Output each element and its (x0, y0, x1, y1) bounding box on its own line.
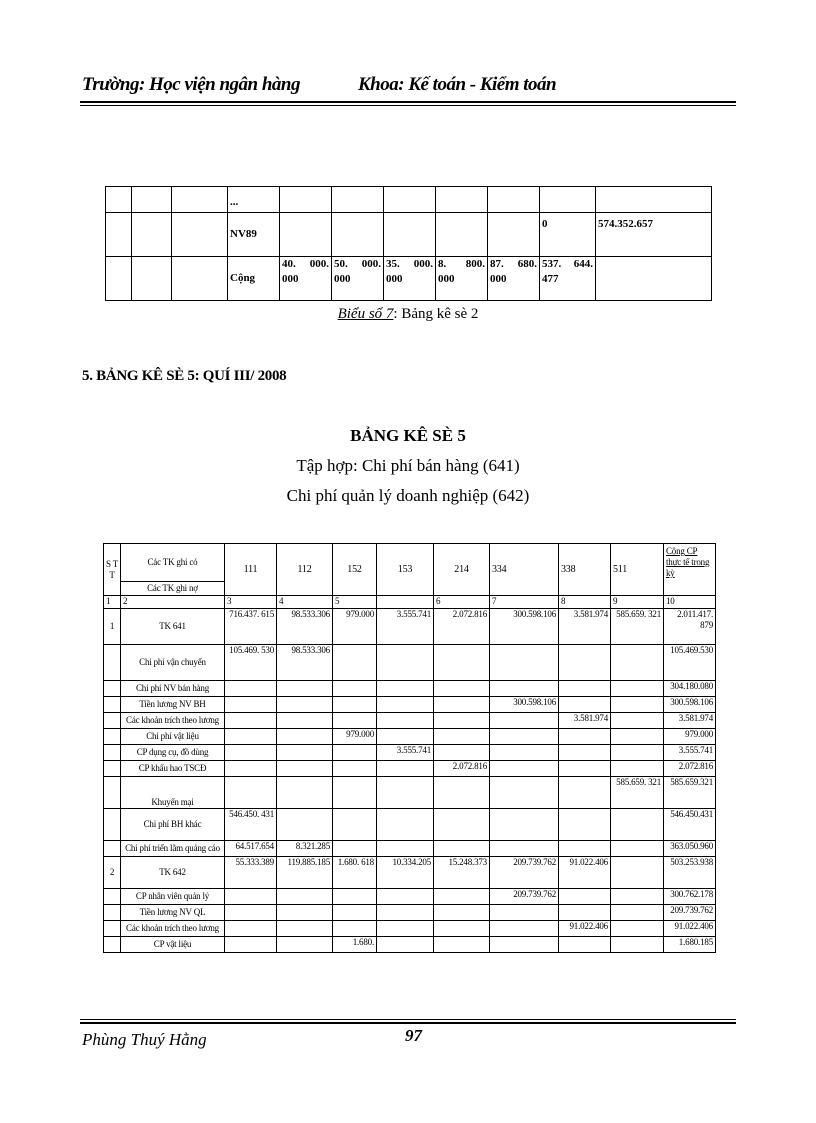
row-value (333, 921, 377, 937)
row-value (277, 905, 333, 921)
row-value (377, 809, 434, 841)
row-value (490, 905, 559, 921)
row-value: 98.533.306 (277, 609, 333, 645)
row-stt (104, 729, 121, 745)
row-value (434, 921, 490, 937)
row-value: 300.598.106 (490, 697, 559, 713)
table-index-row (104, 596, 716, 609)
table-cell: 574.352.657 (596, 213, 712, 257)
footer-rule (80, 1022, 736, 1024)
row-name: Chi phí NV bán hàng (121, 681, 225, 697)
row-value (225, 777, 277, 809)
table-cell (106, 187, 132, 213)
caption-bieu-so-7 (0, 306, 816, 323)
footer-rule-thin (80, 1019, 736, 1020)
row-value: 2.072.816 (434, 609, 490, 645)
row-name: CP vật liệu (121, 937, 225, 953)
row-value (559, 681, 611, 697)
row-value (434, 729, 490, 745)
row-value (277, 729, 333, 745)
row-value (434, 645, 490, 681)
row-value (277, 697, 333, 713)
page-number: 97 (405, 1026, 422, 1045)
row-value: 979.000 (333, 729, 377, 745)
header-col-111: 111 (225, 544, 277, 596)
row-value (333, 697, 377, 713)
table-cell (106, 213, 132, 257)
row-value (377, 905, 434, 921)
row-value (277, 761, 333, 777)
row-stt (104, 841, 121, 857)
table-row (104, 905, 716, 921)
table-row (104, 921, 716, 937)
row-value (611, 713, 664, 729)
row-value (225, 889, 277, 905)
row-value (490, 681, 559, 697)
row-value: 91.022.406 (559, 921, 611, 937)
row-value (225, 697, 277, 713)
header-rule-thin (80, 105, 736, 106)
row-value (434, 681, 490, 697)
row-value: 716.437. 615 (225, 609, 277, 645)
header-faculty: Khoa: Kế toán - Kiểm toán (358, 74, 557, 95)
row-value (611, 937, 664, 953)
table-row (104, 841, 716, 857)
table-row (104, 609, 716, 645)
row-value (333, 681, 377, 697)
row-value (611, 745, 664, 761)
row-total: 300.762.178 (664, 889, 716, 905)
row-value (559, 745, 611, 761)
row-value (377, 937, 434, 953)
index-cell: 7 (490, 596, 559, 609)
row-value (559, 729, 611, 745)
row-value: 91.022.406 (559, 857, 611, 889)
row-stt (104, 905, 121, 921)
row-name: CP nhân viên quản lý (121, 889, 225, 905)
table-bang-ke-2 (105, 186, 712, 301)
table-row (104, 889, 716, 905)
row-stt (104, 645, 121, 681)
index-cell: 2 (121, 596, 225, 609)
row-stt (104, 681, 121, 697)
row-value: 3.555.741 (377, 745, 434, 761)
row-stt (104, 761, 121, 777)
table-cell (436, 187, 488, 213)
table-cell: 537. 644. 477 (540, 257, 596, 301)
section-heading: 5. BẢNG KÊ SÈ 5: QUÍ III/ 2008 (82, 368, 287, 384)
table-cell (332, 213, 384, 257)
row-value: 64.517.654 (225, 841, 277, 857)
table-bang-ke-5 (103, 543, 716, 953)
row-value: 300.598.106 (490, 609, 559, 645)
row-value (611, 921, 664, 937)
table-cell (488, 213, 540, 257)
row-name: Chi phí vận chuyển (121, 645, 225, 681)
row-value: 585.659. 321 (611, 609, 664, 645)
table-cell (436, 213, 488, 257)
row-value (559, 905, 611, 921)
row-total: 2.072.816 (664, 761, 716, 777)
row-total: 304.180.080 (664, 681, 716, 697)
index-cell: 8 (559, 596, 611, 609)
row-name: TK 642 (121, 857, 225, 889)
table-row (104, 645, 716, 681)
row-name: Tiền lương NV QL (121, 905, 225, 921)
header-col-338: 338 (559, 544, 611, 596)
row-value: 2.072.816 (434, 761, 490, 777)
table-cell (172, 257, 228, 301)
table-cell (488, 187, 540, 213)
row-value (559, 937, 611, 953)
row-value (377, 645, 434, 681)
row-value (225, 713, 277, 729)
row-value (333, 777, 377, 809)
row-value (611, 697, 664, 713)
row-value (490, 761, 559, 777)
table-row (104, 729, 716, 745)
row-value (225, 681, 277, 697)
header-stt: S T T (104, 544, 121, 596)
row-value (490, 937, 559, 953)
row-value (333, 713, 377, 729)
table-row (106, 187, 712, 213)
row-value (225, 921, 277, 937)
table-cell: ... (228, 187, 280, 213)
header-col-511: 511 (611, 544, 664, 596)
header-total: Cộng CP thực tế trong kỳ (664, 544, 716, 596)
row-value (225, 761, 277, 777)
row-value (611, 645, 664, 681)
row-value (377, 841, 434, 857)
row-total: 3.581.974 (664, 713, 716, 729)
index-cell: 9 (611, 596, 664, 609)
index-cell (377, 596, 434, 609)
row-total: 546.450.431 (664, 809, 716, 841)
row-value (559, 889, 611, 905)
row-value (333, 889, 377, 905)
row-value (277, 713, 333, 729)
table-cell (384, 213, 436, 257)
row-total: 2.011.417. 879 (664, 609, 716, 645)
table-header-row (104, 544, 716, 582)
table-cell (132, 257, 172, 301)
row-value (490, 645, 559, 681)
row-value (434, 905, 490, 921)
row-total: 979.000 (664, 729, 716, 745)
index-cell: 5 (333, 596, 377, 609)
index-cell: 4 (277, 596, 333, 609)
row-value: 1.680. (333, 937, 377, 953)
row-value (377, 761, 434, 777)
table-cell (106, 257, 132, 301)
row-stt (104, 697, 121, 713)
row-value (277, 889, 333, 905)
footer-author: Phùng Thuý Hằng (82, 1030, 207, 1049)
row-value: 119.885.185 (277, 857, 333, 889)
row-stt (104, 777, 121, 809)
row-name: Chi phí triển lãm quảng cáo (121, 841, 225, 857)
row-stt (104, 745, 121, 761)
row-value (611, 729, 664, 745)
row-stt: 1 (104, 609, 121, 645)
row-stt (104, 921, 121, 937)
table5-title: BẢNG KÊ SÈ 5 (350, 426, 466, 445)
row-value (559, 841, 611, 857)
row-value (225, 905, 277, 921)
row-name: Các khoản trích theo lương (121, 921, 225, 937)
table-cell: NV89 (228, 213, 280, 257)
row-value (377, 729, 434, 745)
table-cell (280, 187, 332, 213)
row-total: 503.253.938 (664, 857, 716, 889)
row-total: 209.739.762 (664, 905, 716, 921)
row-value (611, 905, 664, 921)
row-value: 3.581.974 (559, 713, 611, 729)
row-value (559, 761, 611, 777)
row-value (611, 809, 664, 841)
table-cell (172, 187, 228, 213)
row-value (611, 857, 664, 889)
row-name: Chi phí BH khác (121, 809, 225, 841)
table-cell: 50. 000. 000 (332, 257, 384, 301)
row-value (434, 937, 490, 953)
row-stt: 2 (104, 857, 121, 889)
table-cell (384, 187, 436, 213)
row-total: 105.469.530 (664, 645, 716, 681)
row-total: 3.555.741 (664, 745, 716, 761)
table-row (104, 761, 716, 777)
row-value: 209.739.762 (490, 857, 559, 889)
row-value (377, 921, 434, 937)
row-value (559, 777, 611, 809)
row-name: Chi phí vật liệu (121, 729, 225, 745)
row-value: 209.739.762 (490, 889, 559, 905)
row-value (490, 921, 559, 937)
table-row (104, 697, 716, 713)
row-total: 585.659.321 (664, 777, 716, 809)
row-value (434, 889, 490, 905)
caption-text: : Bảng kê sè 2 (393, 306, 479, 322)
caption-label: Biểu số 7 (337, 306, 394, 322)
index-cell: 10 (664, 596, 716, 609)
row-value (490, 729, 559, 745)
row-value (377, 777, 434, 809)
table-cell: 0 (540, 213, 596, 257)
row-total: 1.680.185 (664, 937, 716, 953)
row-value (490, 841, 559, 857)
row-value: 979.000 (333, 609, 377, 645)
table-cell (332, 187, 384, 213)
row-value (225, 745, 277, 761)
row-value (434, 697, 490, 713)
row-value: 8.321.285 (277, 841, 333, 857)
row-total: 363.050.960 (664, 841, 716, 857)
row-value: 55.333.389 (225, 857, 277, 889)
row-value (225, 937, 277, 953)
row-total: 300.598.106 (664, 697, 716, 713)
row-stt (104, 889, 121, 905)
row-value: 10.334.205 (377, 857, 434, 889)
row-name: Tiền lương NV BH (121, 697, 225, 713)
row-value (611, 889, 664, 905)
row-value (377, 697, 434, 713)
table-cell: 87. 680. 000 (488, 257, 540, 301)
row-value (559, 645, 611, 681)
table-row (104, 937, 716, 953)
header-col-152: 152 (333, 544, 377, 596)
table-cell: Cộng (228, 257, 280, 301)
header-credit-accounts: Các TK ghi có (121, 544, 225, 582)
row-value (333, 809, 377, 841)
table-cell (596, 257, 712, 301)
row-value: 3.581.974 (559, 609, 611, 645)
row-stt (104, 809, 121, 841)
table-cell (540, 187, 596, 213)
row-value (277, 681, 333, 697)
header-rule (80, 101, 736, 103)
row-value (277, 745, 333, 761)
index-cell: 6 (434, 596, 490, 609)
header-school: Trường: Học viện ngân hàng (82, 74, 300, 95)
row-value (490, 713, 559, 729)
row-value (377, 713, 434, 729)
row-value (434, 809, 490, 841)
header-col-214: 214 (434, 544, 490, 596)
table-cell (132, 213, 172, 257)
table-row (106, 257, 712, 301)
table-row (104, 745, 716, 761)
table-cell (596, 187, 712, 213)
row-value: 1.680. 618 (333, 857, 377, 889)
table-cell (172, 213, 228, 257)
row-value (611, 681, 664, 697)
row-value (277, 937, 333, 953)
row-name: CP khấu hao TSCĐ (121, 761, 225, 777)
table-row (106, 213, 712, 257)
table-cell (132, 187, 172, 213)
row-name: CP dụng cụ, đồ dùng (121, 745, 225, 761)
row-name: Khuyến mại (121, 777, 225, 809)
header-col-112: 112 (277, 544, 333, 596)
row-value (559, 809, 611, 841)
row-value (434, 777, 490, 809)
table-cell: 8. 800. 000 (436, 257, 488, 301)
row-value (434, 713, 490, 729)
table5-subtitle-1: Tập hợp: Chi phí bán hàng (641) (296, 456, 520, 475)
row-value: 15.248.373 (434, 857, 490, 889)
row-value (277, 809, 333, 841)
header-col-334: 334 (490, 544, 559, 596)
row-value (277, 921, 333, 937)
table-row (104, 857, 716, 889)
row-value (611, 841, 664, 857)
row-stt (104, 713, 121, 729)
index-cell: 1 (104, 596, 121, 609)
row-value (434, 841, 490, 857)
row-value (377, 681, 434, 697)
table5-subtitle-2: Chi phí quản lý doanh nghiệp (642) (286, 486, 530, 505)
index-cell: 3 (225, 596, 277, 609)
table-row (104, 713, 716, 729)
row-value: 105.469. 530 (225, 645, 277, 681)
row-value: 585.659. 321 (611, 777, 664, 809)
table-row (104, 809, 716, 841)
row-value (434, 745, 490, 761)
row-value (611, 761, 664, 777)
row-name: TK 641 (121, 609, 225, 645)
header-col-153: 153 (377, 544, 434, 596)
row-value (333, 905, 377, 921)
row-value (559, 697, 611, 713)
row-value (490, 777, 559, 809)
row-value (490, 809, 559, 841)
row-value (333, 745, 377, 761)
row-value (333, 761, 377, 777)
row-value: 546.450. 431 (225, 809, 277, 841)
table-row (104, 681, 716, 697)
row-name: Các khoản trích theo lương (121, 713, 225, 729)
row-value (225, 729, 277, 745)
table-cell (280, 213, 332, 257)
row-value (277, 777, 333, 809)
row-stt (104, 937, 121, 953)
row-value (377, 889, 434, 905)
row-value (333, 645, 377, 681)
row-value: 98.533.306 (277, 645, 333, 681)
table-cell: 35. 000. 000 (384, 257, 436, 301)
table-row (104, 777, 716, 809)
table-cell: 40. 000. 000 (280, 257, 332, 301)
row-value: 3.555.741 (377, 609, 434, 645)
header-debit-accounts: Các TK ghi nợ (121, 582, 225, 596)
row-value (333, 841, 377, 857)
row-total: 91.022.406 (664, 921, 716, 937)
row-value (490, 745, 559, 761)
